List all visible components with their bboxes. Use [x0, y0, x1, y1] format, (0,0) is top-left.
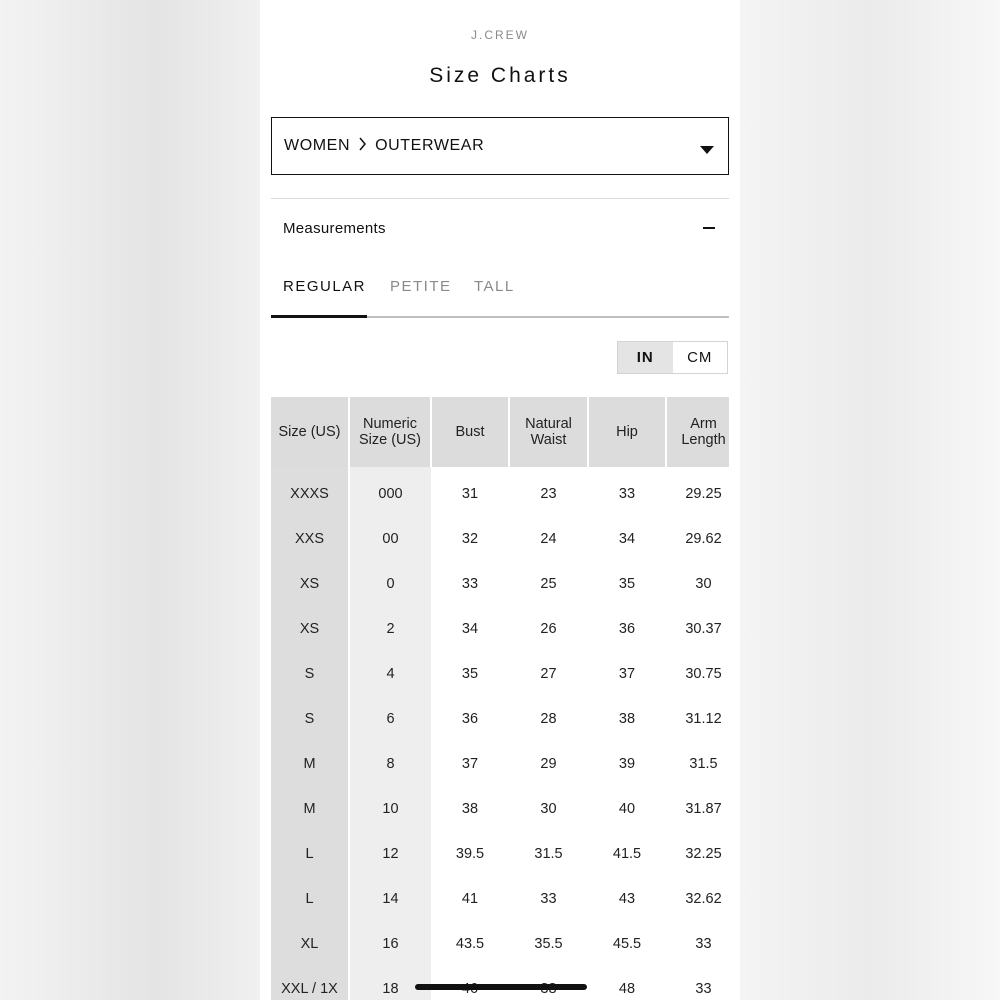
table-row	[271, 516, 729, 561]
measurement-cell: 29.62	[685, 530, 722, 547]
measurement-cell: 23	[540, 485, 557, 502]
measurement-cell: 31.5	[534, 845, 563, 862]
active-tab-indicator	[271, 315, 367, 318]
tab-petite[interactable]: PETITE	[390, 278, 452, 295]
unit-toggle	[617, 341, 728, 374]
fit-tabs	[271, 270, 729, 318]
measurement-cell: 32.25	[685, 845, 722, 862]
size-cell: S	[271, 651, 349, 696]
size-cell: XS	[271, 606, 349, 651]
measurement-cell: 38	[461, 800, 479, 817]
numeric-size-cell: 0	[349, 561, 431, 606]
numeric-size-cell: 18	[349, 966, 431, 1000]
table-row	[271, 786, 729, 831]
table-row	[271, 876, 729, 921]
measurement-cell: 41	[461, 890, 479, 907]
measurements-accordion-header[interactable]	[271, 212, 729, 244]
page-title: Size Charts	[429, 64, 571, 87]
header-bust: Bust	[431, 397, 509, 467]
background-right	[740, 0, 1000, 1000]
measurement-cell: 33	[695, 980, 712, 997]
size-cell: M	[271, 741, 349, 786]
category-primary: WOMEN	[284, 137, 351, 154]
measurement-cell: 43.5	[455, 935, 485, 952]
header-natural-waist: Natural Waist	[509, 397, 588, 467]
size-cell: S	[271, 696, 349, 741]
measurement-cell: 31	[461, 485, 479, 502]
measurement-cell: 32	[461, 530, 479, 547]
measurement-cell: 39	[618, 755, 636, 772]
measurement-cell: 39.5	[455, 845, 485, 862]
measurement-cell: 37	[618, 665, 636, 682]
measurement-cell	[431, 966, 509, 1000]
measurement-cell: 34	[461, 620, 479, 637]
measurement-cell: 33	[461, 575, 479, 592]
measurement-cell: 30	[695, 575, 712, 592]
measurement-cell: 31.87	[685, 800, 722, 817]
size-cell: L	[271, 831, 349, 876]
size-cell: XXS	[271, 516, 349, 561]
table-row	[271, 966, 729, 1000]
numeric-size-cell: 2	[349, 606, 431, 651]
numeric-size-cell: 16	[349, 921, 431, 966]
measurement-cell: 36	[461, 710, 479, 727]
measurement-cell: 45.5	[612, 935, 642, 952]
numeric-size-cell: 00	[349, 516, 431, 561]
section-divider	[271, 198, 729, 199]
caret-down-icon	[700, 141, 714, 159]
measurement-cell: 33	[618, 485, 636, 502]
measurement-cell: 29	[540, 755, 557, 772]
measurement-cell: 29.25	[685, 485, 722, 502]
size-cell: L	[271, 876, 349, 921]
measurement-cell: 28	[540, 710, 557, 727]
header-arm-length: Arm Length	[666, 397, 729, 467]
brand-logo: J.CREW	[471, 28, 529, 42]
measurements-label: Measurements	[283, 219, 386, 237]
category-dropdown[interactable]	[271, 117, 729, 175]
tab-tall[interactable]: TALL	[474, 278, 515, 295]
measurement-cell: 25	[540, 575, 557, 592]
measurement-cell: 41.5	[612, 845, 642, 862]
measurement-cell: 33	[540, 890, 557, 907]
size-cell: XL	[271, 921, 349, 966]
table-row	[271, 606, 729, 651]
table-row	[271, 741, 729, 786]
measurement-cell: 34	[618, 530, 636, 547]
table-row	[271, 561, 729, 606]
numeric-size-cell: 10	[349, 786, 431, 831]
header-hip: Hip	[588, 397, 666, 467]
numeric-size-cell: 000	[349, 467, 431, 516]
size-chart-table	[271, 397, 729, 1000]
measurement-cell: 38	[618, 710, 636, 727]
minus-icon[interactable]	[703, 227, 715, 229]
header-numeric-size: Numeric Size (US)	[349, 397, 431, 467]
table-row	[271, 696, 729, 741]
measurement-cell: 26	[540, 620, 557, 637]
table-row	[271, 921, 729, 966]
numeric-size-cell: 6	[349, 696, 431, 741]
unit-cm-button[interactable]: CM	[687, 349, 713, 366]
numeric-size-cell: 4	[349, 651, 431, 696]
phone-screen	[260, 0, 740, 1000]
measurement-cell: 35	[618, 575, 636, 592]
measurement-cell: 31.12	[685, 710, 722, 727]
category-secondary: OUTERWEAR	[375, 137, 485, 154]
measurement-cell: 35.5	[534, 935, 563, 952]
table-row	[271, 831, 729, 876]
measurement-cell: 31.5	[689, 755, 718, 772]
measurement-cell: 35	[461, 665, 479, 682]
measurement-cell: 33	[695, 935, 712, 952]
header-size-us: Size (US)	[271, 397, 349, 467]
size-cell: XS	[271, 561, 349, 606]
measurement-cell: 36	[618, 620, 636, 637]
measurement-cell: 27	[540, 665, 557, 682]
numeric-size-cell: 12	[349, 831, 431, 876]
measurement-cell: 30.75	[685, 665, 722, 682]
size-cell: XXXS	[271, 467, 349, 516]
numeric-size-cell: 8	[349, 741, 431, 786]
table-header-row	[271, 397, 729, 467]
table-row	[271, 651, 729, 696]
home-indicator[interactable]	[415, 984, 587, 990]
category-breadcrumb	[284, 137, 484, 155]
size-cell: M	[271, 786, 349, 831]
unit-in-button[interactable]: IN	[618, 342, 673, 373]
measurement-cell	[509, 966, 588, 1000]
table-row	[271, 467, 729, 516]
background-left	[0, 0, 260, 1000]
chevron-right-icon	[358, 137, 367, 155]
measurement-cell: 32.62	[685, 890, 722, 907]
measurement-cell: 30.37	[685, 620, 722, 637]
measurement-cell: 43	[618, 890, 636, 907]
numeric-size-cell: 14	[349, 876, 431, 921]
measurement-cell: 48	[618, 980, 636, 997]
measurement-cell: 40	[618, 800, 636, 817]
tab-regular[interactable]: REGULAR	[283, 278, 367, 295]
size-cell: XXL / 1X	[271, 966, 349, 1000]
measurement-cell: 30	[540, 800, 557, 817]
measurement-cell: 37	[461, 755, 479, 772]
measurement-cell: 24	[540, 530, 557, 547]
